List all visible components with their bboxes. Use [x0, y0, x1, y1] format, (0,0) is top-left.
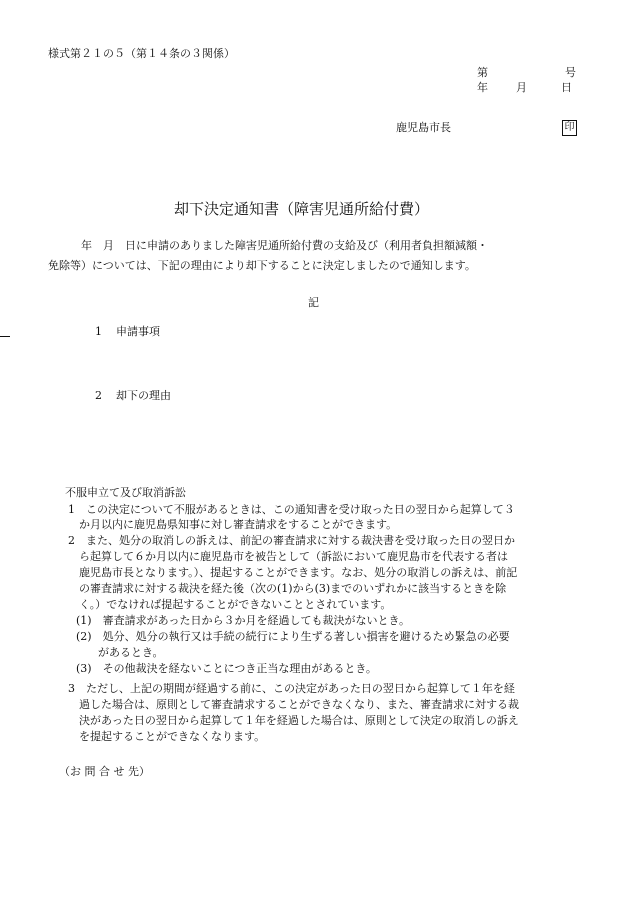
appeal-line: があるとき。	[76, 646, 164, 659]
appeal-line: の審査請求に対する裁決を経た後（次の(1)から(3)までのいずれかに該当するときを除	[68, 582, 507, 595]
appeal-line: 決があった日の翌日から起算して１年を経過した場合は、原則として決定の取消しの訴え	[68, 714, 519, 727]
margin-dash	[0, 336, 10, 337]
appeal-line: 過した場合は、原則として審査請求することができなくなり、また、審査請求に対する裁	[68, 698, 519, 711]
appeal-line: 2 また、処分の取消しの訴えは、前記の審査請求に対する裁決書を受け取った日の翌日か	[68, 534, 515, 547]
date-month-label: 月	[516, 81, 527, 94]
date-day-label: 日	[561, 81, 572, 94]
appeal-line: く。）でなければ提起することができないこととされています。	[68, 598, 392, 611]
item-2-label: 却下の理由	[116, 389, 171, 402]
appeal-line: を提起することができなくなります。	[68, 730, 266, 743]
appeal-line: ら起算して６か月以内に鹿児島市を被告として（訴訟において鹿児島市を代表する者は	[68, 550, 508, 563]
appeal-line: (2) 処分、処分の執行又は手続の続行により生ずる著しい損害を避けるため緊急の必要	[76, 630, 510, 643]
issuer-name: 鹿児島市長	[396, 121, 451, 134]
appeal-line: か月以内に鹿児島県知事に対し審査請求をすることができます。	[68, 518, 398, 531]
item-1-number: 1	[95, 325, 102, 338]
appeal-line: (3) その他裁決を経ないことにつき正当な理由があるとき。	[76, 662, 377, 675]
form-number: 様式第２１の５（第１４条の３関係）	[48, 47, 235, 60]
intro-line: 免除等）については、下記の理由により却下することに決定しましたので通知します。	[48, 258, 476, 272]
appeal-line: (1) 審査請求があった日から３か月を経過しても裁決がないとき。	[76, 614, 411, 627]
appeal-heading: 不服申立て及び取消訴訟	[65, 486, 186, 499]
ki-heading: 記	[308, 296, 319, 309]
seal-stamp	[562, 120, 577, 136]
document-title: 却下決定通知書（障害児通所給付費）	[174, 200, 430, 218]
contact-heading: （お 問 合 せ 先）	[59, 765, 150, 778]
appeal-line: 1 この決定について不服があるときは、この通知書を受け取った日の翌日から起算して３	[68, 503, 515, 516]
intro-paragraph	[48, 236, 488, 275]
appeal-line: 鹿児島市長となります。）、提起することができます。なお、処分の取消しの訴えは、前記	[68, 566, 518, 579]
item-1-label: 申請事項	[116, 325, 160, 338]
item-2-number: 2	[95, 389, 102, 402]
seal-mark: 印	[562, 120, 577, 136]
date-year-label: 年	[477, 81, 488, 94]
number-label-go: 号	[565, 66, 576, 79]
number-label-dai: 第	[477, 66, 488, 79]
intro-line: 年 月 日に申請のありました障害児通所給付費の支給及び（利用者負担額減額・	[48, 239, 488, 252]
appeal-line: 3 ただし、上記の期間が経過する前に、この決定があった日の翌日から起算して１年を経	[68, 682, 515, 695]
